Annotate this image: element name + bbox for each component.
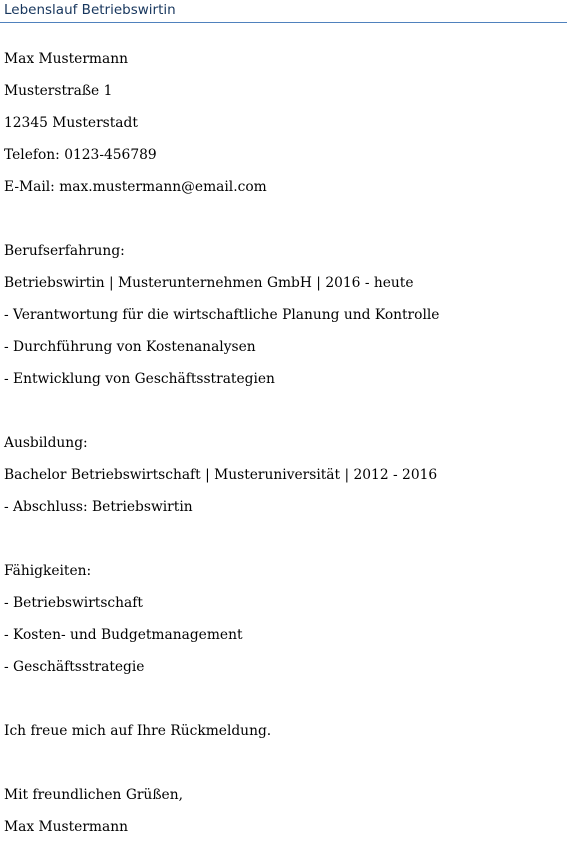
skills-item: - Geschäftsstrategie: [4, 659, 145, 675]
signature-name: Max Mustermann: [4, 819, 128, 835]
closing-text: Ich freue mich auf Ihre Rückmeldung.: [4, 723, 272, 739]
education-heading: Ausbildung:: [4, 435, 88, 451]
experience-section: [4, 239, 560, 399]
contact-street: Musterstraße 1: [4, 83, 113, 99]
contact-email: E-Mail: max.mustermann@email.com: [4, 179, 267, 195]
contact-phone: Telefon: 0123-456789: [4, 147, 157, 163]
experience-position: Betriebswirtin | Musterunternehmen GmbH | 2016 - heute: [4, 275, 414, 291]
contact-section: [4, 47, 560, 207]
spacer: [4, 751, 560, 783]
closing-salutation: Mit freundlichen Grüßen,: [4, 787, 183, 803]
closing-section: [4, 719, 560, 847]
document-header: [0, 0, 567, 23]
spacer: [4, 399, 560, 431]
contact-name: Max Mustermann: [4, 51, 128, 67]
spacer: [4, 207, 560, 239]
skills-item: - Kosten- und Budgetmanagement: [4, 627, 243, 643]
spacer: [4, 527, 560, 559]
education-item: - Abschluss: Betriebswirtin: [4, 499, 193, 515]
skills-section: [4, 559, 560, 687]
document-title: Lebenslauf Betriebswirtin: [4, 2, 176, 18]
experience-item: - Durchführung von Kostenanalysen: [4, 339, 256, 355]
education-section: [4, 431, 560, 527]
education-degree: Bachelor Betriebswirtschaft | Musteruniversität | 2012 - 2016: [4, 467, 438, 483]
experience-item: - Verantwortung für die wirtschaftliche Planung und Kontrolle: [4, 307, 440, 323]
document-body: [4, 47, 560, 847]
contact-city: 12345 Musterstadt: [4, 115, 138, 131]
skills-heading: Fähigkeiten:: [4, 563, 92, 579]
experience-heading: Berufserfahrung:: [4, 243, 125, 259]
skills-item: - Betriebswirtschaft: [4, 595, 143, 611]
experience-item: - Entwicklung von Geschäftsstrategien: [4, 371, 275, 387]
spacer: [4, 687, 560, 719]
